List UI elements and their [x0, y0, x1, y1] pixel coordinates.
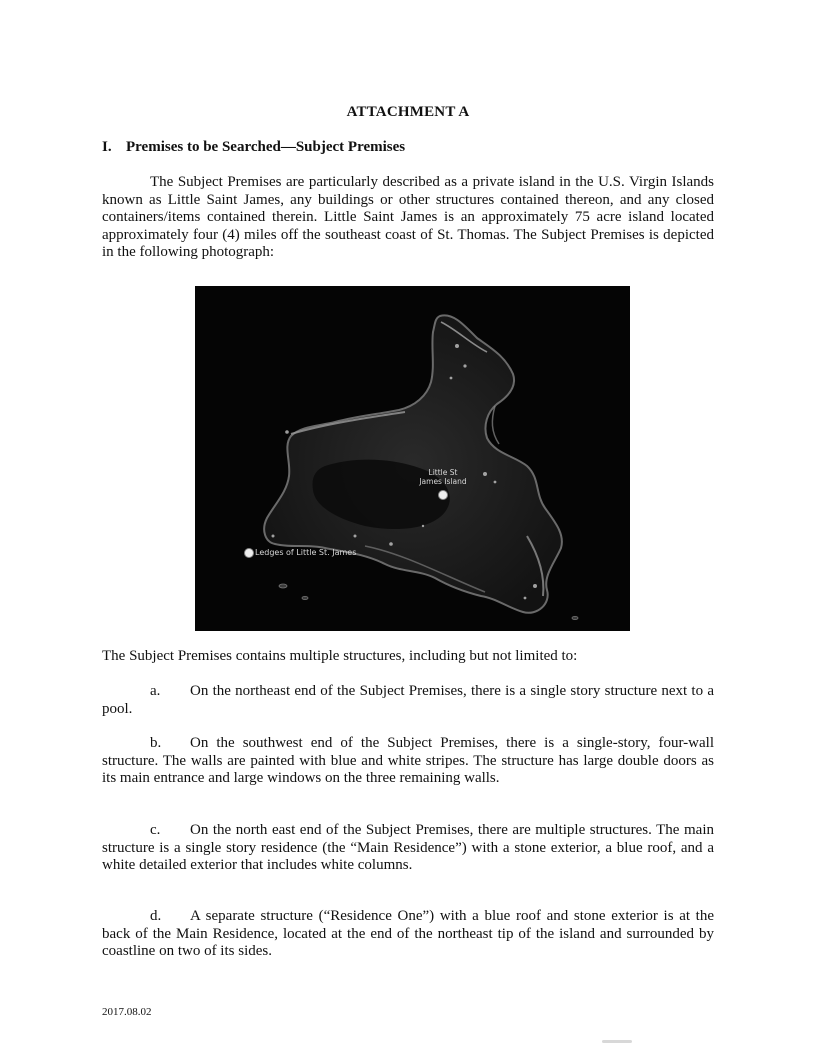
item-text-a: On the northeast end of the Subject Premises, there is a single story structure next to a pool.: [102, 683, 714, 717]
island-photograph: [195, 286, 630, 631]
list-item-d: [102, 908, 714, 961]
ledges-pin-icon: [244, 548, 254, 558]
label-island-line-1: Little St: [428, 468, 458, 477]
item-letter-b: b.: [150, 735, 162, 751]
document-footer-date: 2017.08.02: [102, 1006, 152, 1018]
item-letter-a: a.: [150, 683, 161, 699]
list-item-b: [102, 735, 714, 788]
scan-smudge: [602, 1040, 632, 1043]
list-item-a: [102, 683, 714, 718]
item-letter-d: d.: [150, 908, 162, 924]
island-pin-icon: [438, 490, 448, 500]
list-intro-paragraph: The Subject Premises contains multiple structures, including but not limited to:: [102, 648, 578, 664]
item-text-c: On the north east end of the Subject Premises, there are multiple structures. The main structure is a single story residence (the “Main Residence”) with a stone exterior, a blue roof, and a white detailed exterior that includes white columns.: [102, 822, 714, 873]
intro-paragraph: The Subject Premises are particularly described as a private island in the U.S. Virgin Islands known as Little Saint James, any buildings or other structures contained thereon, and any closed containers/items contained therein. Little Saint James is an approximately 75 acre island located approximately four (4) miles off the southeast coast of St. Thomas. The Subject Premises is depicted in the following photograph:: [102, 174, 714, 260]
label-ledges: Ledges of Little St. James: [255, 548, 357, 557]
section-heading: [102, 139, 405, 156]
item-text-b: On the southwest end of the Subject Premises, there is a single-story, four-wall structure. The walls are painted with blue and white stripes. The structure has large double doors as its main entrance and large windows on the three remaining walls.: [102, 735, 714, 786]
list-item-c: [102, 822, 714, 875]
item-text-d: A separate structure (“Residence One”) with a blue roof and stone exterior is at the back of the Main Residence, located at the end of the northeast tip of the island and surrounded by coastline on two of its sides.: [102, 908, 714, 959]
island-silhouette: [195, 286, 630, 631]
label-island-line-2: James Island: [419, 477, 467, 486]
label-little-st-james-island: [413, 468, 473, 486]
section-heading-text: Premises to be Searched—Subject Premises: [126, 139, 406, 155]
document-title: ATTACHMENT A: [346, 104, 470, 120]
item-letter-c: c.: [150, 822, 161, 838]
section-number: I.: [102, 139, 112, 155]
